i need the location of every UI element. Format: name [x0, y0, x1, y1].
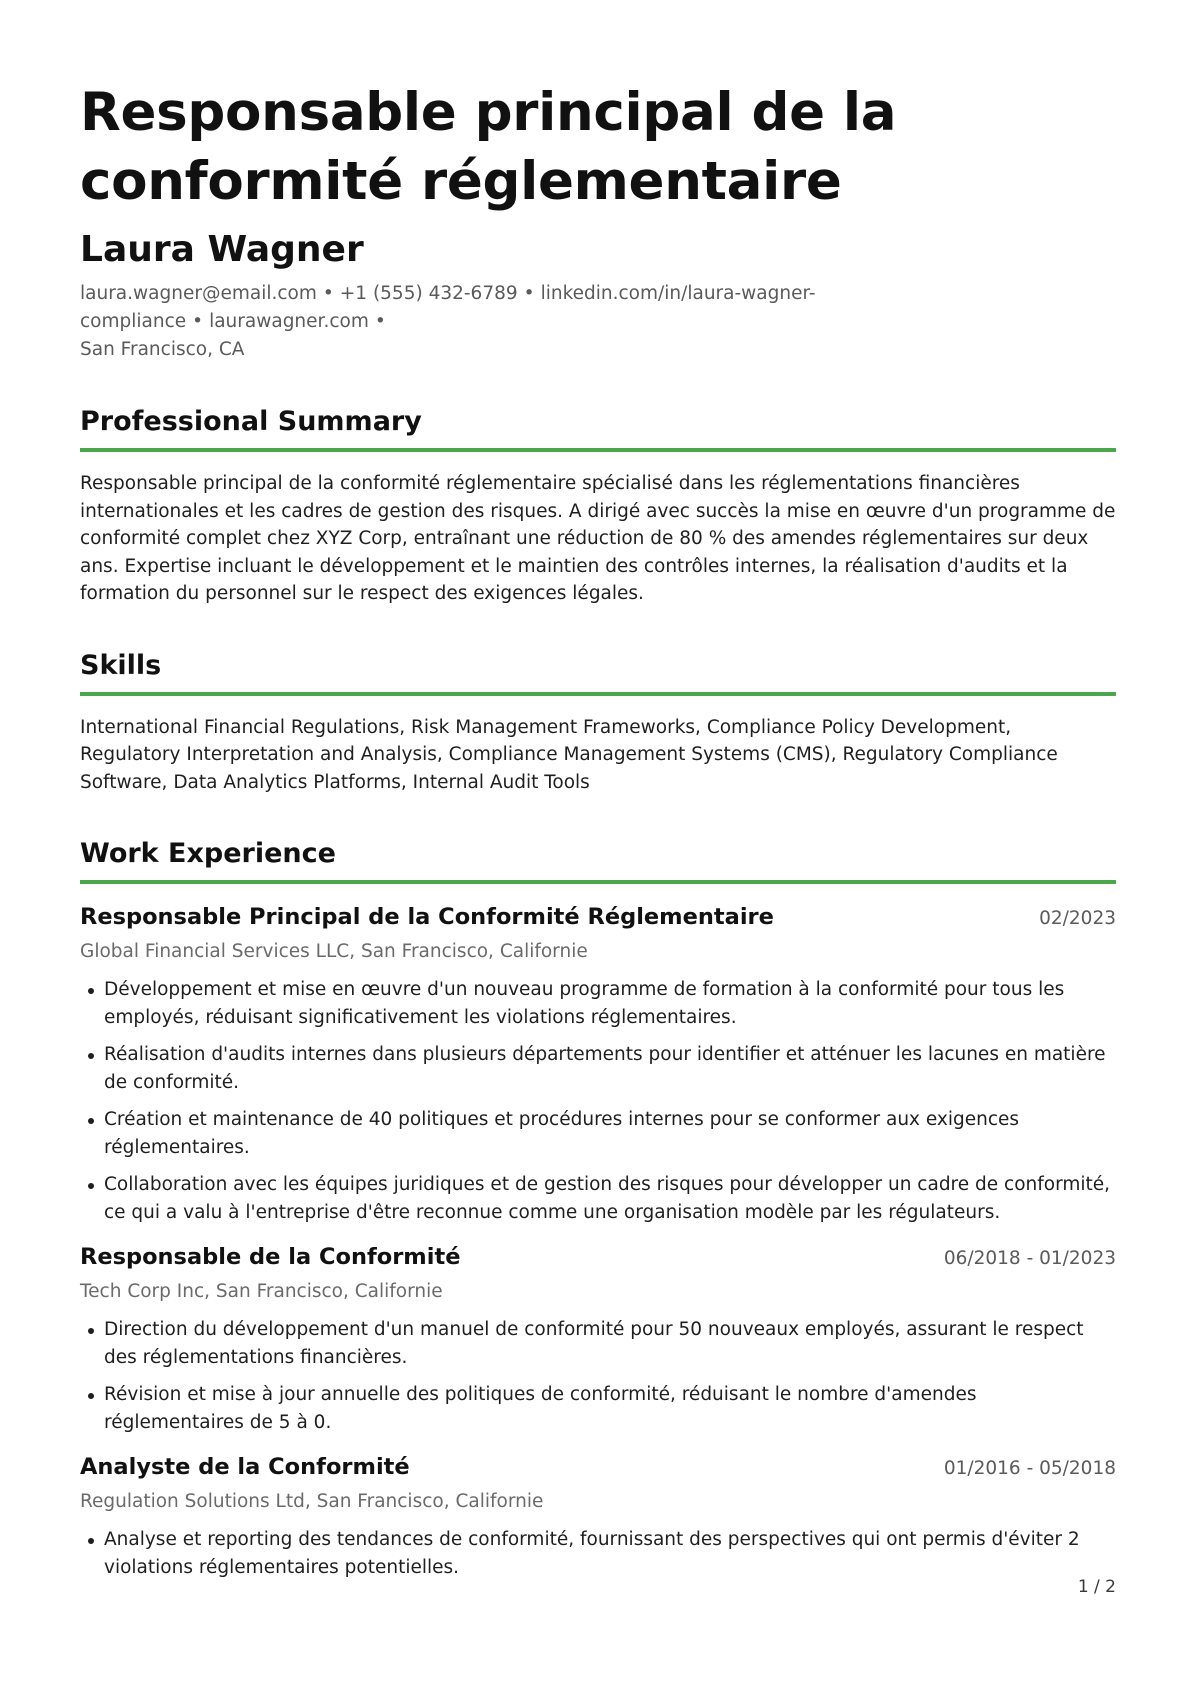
job-header: [80, 1452, 1116, 1484]
section-heading: Work Experience: [80, 836, 1116, 884]
job-title: Responsable Principal de la Conformité Réglementaire: [80, 904, 774, 930]
contact-email: laura.wagner@email.com: [80, 283, 317, 304]
contact-separator: •: [322, 283, 334, 304]
summary-section: [80, 404, 1116, 608]
job-company: Regulation Solutions Ltd, San Francisco, Californie: [80, 1491, 544, 1512]
contact-location: San Francisco, CA: [80, 339, 245, 360]
job-header: [80, 902, 1116, 934]
job-bullets: [80, 1526, 1116, 1581]
job-bullets: [80, 1316, 1116, 1436]
job-entry: [80, 1452, 1116, 1581]
list-item: Direction du développement d'un manuel de conformité pour 50 nouveaux employés, assurant le respect des réglementations financières.: [80, 1316, 1116, 1371]
list-item: Réalisation d'audits internes dans plusieurs départements pour identifier et atténuer les lacunes en matière de conformité.: [80, 1041, 1116, 1096]
job-header: [80, 1242, 1116, 1274]
list-item: Création et maintenance de 40 politiques et procédures internes pour se conformer aux exigences réglementaires.: [80, 1106, 1116, 1161]
contact-linkedin: linkedin.com/in/laura-wagner-compliance: [80, 283, 816, 332]
skills-section: [80, 648, 1116, 797]
list-item: Analyse et reporting des tendances de conformité, fournissant des perspectives qui ont permis d'éviter 2 violations réglementaires potentielles.: [80, 1526, 1116, 1581]
job-date: 01/2016 - 05/2018: [943, 1458, 1116, 1479]
contact-website: laurawagner.com: [209, 311, 369, 332]
job-title: Analyste de la Conformité: [80, 1454, 410, 1480]
job-bullets: [80, 976, 1116, 1226]
experience-section: [80, 836, 1116, 1581]
contact-phone: +1 (555) 432-6789: [339, 283, 518, 304]
job-entry: [80, 1242, 1116, 1436]
job-title: Responsable de la Conformité: [80, 1244, 461, 1270]
contact-separator: •: [523, 283, 535, 304]
list-item: Collaboration avec les équipes juridiques et de gestion des risques pour développer un cadre de conformité, ce qui a valu à l'entreprise d'être reconnue comme une organisation modèle par les régulateurs.: [80, 1171, 1116, 1226]
list-item: Révision et mise à jour annuelle des politiques de conformité, réduisant le nombre d'amendes réglementaires de 5 à 0.: [80, 1381, 1116, 1436]
contact-separator: •: [192, 311, 204, 332]
contact-separator: •: [374, 311, 386, 332]
job-company: Global Financial Services LLC, San Francisco, Californie: [80, 941, 588, 962]
section-heading: Professional Summary: [80, 404, 1116, 452]
job-entry: [80, 902, 1116, 1226]
job-company: Tech Corp Inc, San Francisco, Californie: [80, 1281, 443, 1302]
document-title: Responsable principal de la conformité réglementaire: [80, 82, 897, 212]
section-heading: Skills: [80, 648, 1116, 696]
job-date: 06/2018 - 01/2023: [943, 1248, 1116, 1269]
resume-page: [80, 78, 1116, 1591]
list-item: Développement et mise en œuvre d'un nouveau programme de formation à la conformité pour tous les employés, réduisant significativement les violations réglementaires.: [80, 976, 1116, 1031]
page-number: 1 / 2: [1077, 1577, 1116, 1597]
job-date: 02/2023: [1039, 908, 1116, 929]
summary-text: Responsable principal de la conformité réglementaire spécialisé dans les réglementations financières internationales et les cadres de gestion des risques. A dirigé avec succès la mise en œuvre d'un programme de conformité complet chez XYZ Corp, entraînant une réduction de 80 % des amendes réglementaires sur deux ans. Expertise incluant le développement et le maintien des contrôles internes, la réalisation d'audits et la formation du personnel sur le respect des exigences légales.: [80, 473, 1116, 604]
skills-text: International Financial Regulations, Risk Management Frameworks, Compliance Policy Development, Regulatory Interpretation and Analysis, Compliance Management Systems (CMS), Regulatory Compliance Software, Data Analytics Platforms, Internal Audit Tools: [80, 716, 1058, 793]
contact-line: [80, 280, 1116, 364]
candidate-name: Laura Wagner: [80, 229, 364, 270]
